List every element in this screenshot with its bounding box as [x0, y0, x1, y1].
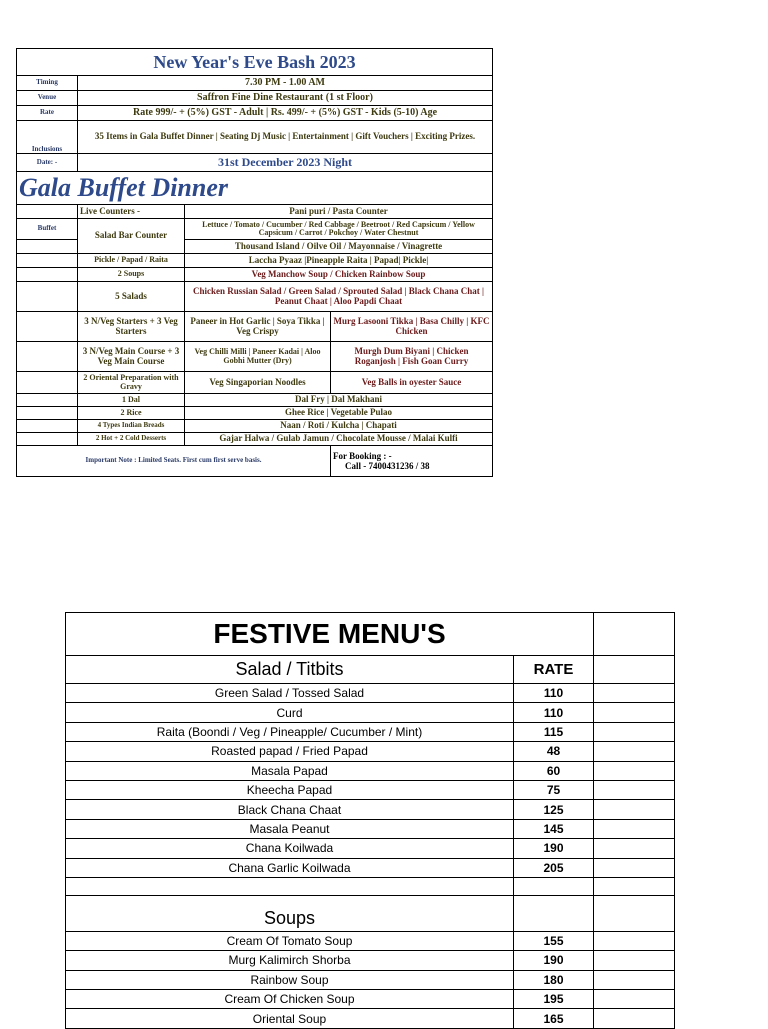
menu-item-rate: 115 — [514, 722, 594, 741]
menu-item-name: Oriental Soup — [66, 1009, 514, 1028]
menu-item-name: Raita (Boondi / Veg / Pineapple/ Cucumber / Mint) — [66, 722, 514, 741]
table-row — [66, 990, 675, 1009]
menu-item-name: Chana Garlic Koilwada — [66, 858, 514, 877]
menu-item-rate: 165 — [514, 1009, 594, 1028]
dal-label: 1 Dal — [78, 394, 185, 407]
table-row — [66, 684, 675, 703]
event-title: New Year's Eve Bash 2023 — [17, 49, 493, 76]
timing-label: Timing — [17, 76, 78, 91]
rate-header: RATE — [514, 656, 594, 684]
oriental-label: 2 Oriental Preparation with Gravy — [78, 372, 185, 394]
menu-item-rate: 190 — [514, 951, 594, 970]
salad-bar-label: Salad Bar Counter — [78, 219, 185, 254]
festive-menu-sheet — [65, 612, 675, 1029]
menu-item-name: Masala Peanut — [66, 819, 514, 838]
section-soups: Soups — [66, 895, 514, 931]
soups-value: Veg Manchow Soup / Chicken Rainbow Soup — [185, 268, 493, 282]
live-counters-value: Pani puri / Pasta Counter — [185, 205, 493, 219]
salads-label: 5 Salads — [78, 282, 185, 312]
table-row — [66, 951, 675, 970]
booking-label: For Booking : - — [333, 450, 392, 461]
venue-label: Venue — [17, 91, 78, 106]
buffet-label: Buffet — [17, 219, 78, 240]
desserts-value: Gajar Halwa / Gulab Jamun / Chocolate Mousse / Malai Kulfi — [185, 433, 493, 446]
gala-title: Gala Buffet Dinner — [17, 172, 493, 205]
menu-item-rate: 110 — [514, 703, 594, 722]
pickle-value: Laccha Pyaaz |Pineapple Raita | Papad| Pickle| — [185, 254, 493, 268]
main-course-nonveg: Murgh Dum Biyani | Chicken Roganjosh | Fish Goan Curry — [331, 342, 493, 372]
menu-item-rate: 110 — [514, 684, 594, 703]
starters-veg: Paneer in Hot Garlic | Soya Tikka | Veg Crispy — [185, 312, 331, 342]
table-row — [66, 722, 675, 741]
main-course-label: 3 N/Veg Main Course + 3 Veg Main Course — [78, 342, 185, 372]
inclusions-label: Inclusions — [17, 121, 78, 154]
table-row — [66, 742, 675, 761]
menu-item-name: Kheecha Papad — [66, 780, 514, 799]
salads-value: Chicken Russian Salad / Green Salad / Sprouted Salad | Black Chana Chat | Peanut Chaat | Aloo Papdi Chaat — [185, 282, 493, 312]
table-row — [66, 931, 675, 950]
event-sheet — [16, 48, 493, 477]
main-course-veg: Veg Chilli Milli | Paneer Kadai | Aloo Gobhi Mutter (Dry) — [185, 342, 331, 372]
breads-value: Naan / Roti / Kulcha | Chapati — [185, 420, 493, 433]
table-row — [66, 1009, 675, 1028]
oriental-other: Veg Balls in oyester Sauce — [331, 372, 493, 394]
menu-item-name: Cream Of Tomato Soup — [66, 931, 514, 950]
menu-item-rate: 60 — [514, 761, 594, 780]
menu-item-rate: 190 — [514, 839, 594, 858]
menu-item-name: Roasted papad / Fried Papad — [66, 742, 514, 761]
menu-item-rate: 180 — [514, 970, 594, 989]
timing-value: 7.30 PM - 1.00 AM — [78, 76, 493, 91]
salad-bar-line2: Thousand Island / Oilve Oil / Mayonnaise / Vinagrette — [185, 240, 493, 254]
table-row — [66, 970, 675, 989]
table-row — [66, 780, 675, 799]
festive-menu-title: FESTIVE MENU'S — [66, 613, 594, 656]
starters-nonveg: Murg Lasooni Tikka | Basa Chilly | KFC Chicken — [331, 312, 493, 342]
breads-label: 4 Types Indian Breads — [78, 420, 185, 433]
table-row — [66, 858, 675, 877]
menu-item-rate: 195 — [514, 990, 594, 1009]
table-row — [66, 819, 675, 838]
dal-value: Dal Fry | Dal Makhani — [185, 394, 493, 407]
menu-item-name: Cream Of Chicken Soup — [66, 990, 514, 1009]
menu-item-name: Curd — [66, 703, 514, 722]
rice-value: Ghee Rice | Vegetable Pulao — [185, 407, 493, 420]
desserts-label: 2 Hot + 2 Cold Desserts — [78, 433, 185, 446]
menu-item-name: Green Salad / Tossed Salad — [66, 684, 514, 703]
table-row — [66, 761, 675, 780]
table-row — [66, 703, 675, 722]
menu-item-rate: 48 — [514, 742, 594, 761]
date-value: 31st December 2023 Night — [78, 154, 493, 172]
menu-item-name: Rainbow Soup — [66, 970, 514, 989]
booking-info — [331, 446, 493, 477]
menu-item-name: Masala Papad — [66, 761, 514, 780]
menu-item-rate: 145 — [514, 819, 594, 838]
menu-item-name: Murg Kalimirch Shorba — [66, 951, 514, 970]
menu-item-rate: 155 — [514, 931, 594, 950]
live-counters-label: Live Counters - — [78, 205, 185, 219]
rice-label: 2 Rice — [78, 407, 185, 420]
menu-item-rate: 75 — [514, 780, 594, 799]
starters-label: 3 N/Veg Starters + 3 Veg Starters — [78, 312, 185, 342]
salad-bar-line1: Lettuce / Tomato / Cucumber / Red Cabbage / Beetroot / Red Capsicum / Yellow Capsicum / Carrot / Pokchoy / Water Chestnut — [185, 219, 493, 240]
menu-item-name: Chana Koilwada — [66, 839, 514, 858]
section-salad-titbits: Salad / Titbits — [66, 656, 514, 684]
table-row — [66, 839, 675, 858]
venue-value: Saffron Fine Dine Restaurant (1 st Floor) — [78, 91, 493, 106]
menu-item-rate: 205 — [514, 858, 594, 877]
table-row — [66, 800, 675, 819]
rate-value: Rate 999/- + (5%) GST - Adult | Rs. 499/- + (5%) GST - Kids (5-10) Age — [78, 106, 493, 121]
important-note: Important Note : Limited Seats. First cum first serve basis. — [17, 446, 331, 477]
pickle-label: Pickle / Papad / Raita — [78, 254, 185, 268]
menu-item-name: Black Chana Chaat — [66, 800, 514, 819]
booking-call: Call - 7400431236 / 38 — [345, 461, 430, 471]
rate-label: Rate — [17, 106, 78, 121]
date-label: Date: - — [17, 154, 78, 172]
soups-label: 2 Soups — [78, 268, 185, 282]
oriental-veg: Veg Singaporian Noodles — [185, 372, 331, 394]
menu-item-rate: 125 — [514, 800, 594, 819]
inclusions-value: 35 Items in Gala Buffet Dinner | Seating Dj Music | Entertainment | Gift Vouchers | Exciting Prizes. — [78, 121, 493, 154]
